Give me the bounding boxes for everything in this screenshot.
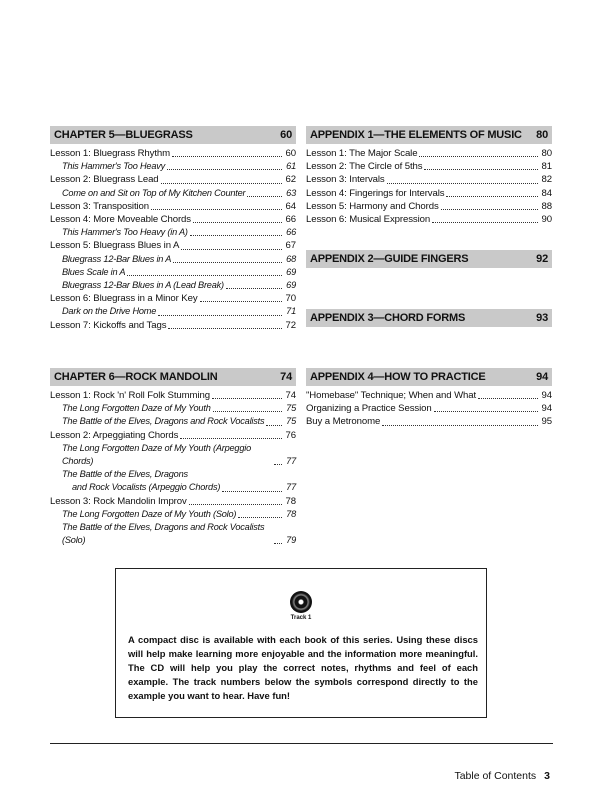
dot-leader <box>200 301 282 302</box>
entry-label: Organizing a Practice Session <box>306 403 432 415</box>
toc-entry[interactable] <box>50 187 296 200</box>
entry-label: The Battle of the Elves, Dragons <box>62 469 188 480</box>
footer-label: Table of Contents <box>454 770 537 782</box>
appendix-2-section <box>306 250 552 271</box>
entry-label: Buy a Metronome <box>306 416 381 428</box>
toc-entry[interactable] <box>306 187 552 200</box>
entry-label: The Battle of the Elves, Dragons and Rock Vocalists <box>62 416 265 427</box>
toc-entry[interactable] <box>50 521 296 547</box>
toc-entry[interactable] <box>50 402 296 415</box>
section-title: CHAPTER 6—ROCK MANDOLIN <box>54 371 218 383</box>
entry-page: 84 <box>541 187 552 199</box>
footer-rule <box>50 743 553 744</box>
entry-page: 71 <box>286 306 296 317</box>
toc-entry[interactable] <box>50 253 296 266</box>
dot-leader <box>226 288 282 289</box>
dot-leader <box>441 209 538 210</box>
entry-label: Lesson 3: Rock Mandolin Improv <box>50 495 187 507</box>
entry-label: Lesson 3: Transposition <box>50 200 150 212</box>
dot-leader <box>382 425 538 426</box>
dot-leader <box>172 156 282 157</box>
entry-label: The Long Forgotten Daze of My Youth (Arpeggio Chords) <box>62 442 251 467</box>
toc-entry[interactable] <box>50 305 296 318</box>
entry-page: 70 <box>285 293 296 305</box>
dot-leader <box>387 183 538 184</box>
entry-page: 66 <box>286 227 296 238</box>
dot-leader <box>158 315 282 316</box>
toc-entry[interactable] <box>50 495 296 508</box>
entry-page: 81 <box>541 161 552 173</box>
chapter-6-section <box>50 368 296 547</box>
page-footer <box>454 770 550 782</box>
entry-label: Lesson 2: Arpeggiating Chords <box>50 429 179 441</box>
entry-page: 78 <box>285 495 296 507</box>
dot-leader <box>180 438 282 439</box>
toc-entry[interactable] <box>306 402 552 415</box>
track-label: Track 1 <box>290 615 312 621</box>
entry-page: 74 <box>285 390 296 401</box>
entry-label: Blues Scale in A <box>62 266 126 277</box>
entry-page: 64 <box>285 200 296 212</box>
entry-page: 94 <box>541 403 552 415</box>
entry-label: Lesson 2: Bluegrass Lead <box>50 174 159 186</box>
entry-page: 75 <box>286 416 296 427</box>
toc-entry[interactable] <box>50 508 296 521</box>
toc-entry[interactable] <box>50 319 296 332</box>
section-page: 60 <box>280 129 292 141</box>
dot-leader <box>432 222 538 223</box>
dot-leader <box>247 196 282 197</box>
entry-label: Bluegrass 12-Bar Blues in A (Lead Break) <box>62 280 224 291</box>
entry-label: This Hammer's Too Heavy <box>62 161 166 172</box>
section-header <box>306 309 552 327</box>
dot-leader <box>173 262 282 263</box>
entry-label: and Rock Vocalists (Arpeggio Chords) <box>72 482 221 493</box>
entry-label: Lesson 1: The Major Scale <box>306 148 418 159</box>
toc-entry[interactable] <box>50 239 296 252</box>
section-page: 80 <box>536 129 548 141</box>
toc-entry[interactable] <box>50 147 296 160</box>
toc-entry[interactable] <box>306 173 552 186</box>
dot-leader <box>419 156 538 157</box>
section-header <box>306 250 552 268</box>
chapter-5-section <box>50 126 296 332</box>
entry-page: 69 <box>286 280 296 291</box>
toc-entry[interactable] <box>50 429 296 442</box>
entry-label: The Long Forgotten Daze of My Youth (Solo) <box>62 508 237 519</box>
toc-entry[interactable] <box>50 442 296 468</box>
entry-page: 94 <box>541 390 552 401</box>
dot-leader <box>434 411 538 412</box>
entry-page: 79 <box>286 535 296 546</box>
entry-page: 62 <box>285 174 296 186</box>
section-header <box>306 368 552 386</box>
cd-icon <box>290 591 312 613</box>
entry-page: 61 <box>286 161 296 172</box>
dot-leader <box>167 169 282 170</box>
dot-leader <box>274 464 282 465</box>
entry-label: This Hammer's Too Heavy (in A) <box>62 227 188 238</box>
entry-page: 95 <box>541 416 552 428</box>
section-page: 94 <box>536 371 548 383</box>
section-header <box>50 126 296 144</box>
entry-page: 90 <box>541 214 552 226</box>
dot-leader <box>193 222 282 223</box>
entry-page: 78 <box>286 508 296 519</box>
entry-label: Lesson 2: The Circle of 5ths <box>306 161 423 173</box>
toc-entry[interactable] <box>50 292 296 305</box>
toc-entry[interactable] <box>306 389 552 402</box>
dot-leader <box>238 517 282 518</box>
section-title: APPENDIX 2—GUIDE FINGERS <box>310 253 469 265</box>
dot-leader <box>274 543 282 544</box>
toc-entry[interactable] <box>306 200 552 213</box>
dot-leader <box>213 411 282 412</box>
section-header <box>50 368 296 386</box>
entry-page: 76 <box>285 429 296 441</box>
toc-entry[interactable] <box>50 389 296 402</box>
dot-leader <box>212 398 282 399</box>
toc-entry[interactable] <box>50 200 296 213</box>
entry-label: Lesson 1: Bluegrass Rhythm <box>50 148 171 159</box>
toc-entry[interactable] <box>306 415 552 428</box>
entry-label: The Battle of the Elves, Dragons and Rock Vocalists (Solo) <box>62 522 265 546</box>
section-header <box>306 126 552 144</box>
toc-entry[interactable] <box>50 266 296 279</box>
entry-page: 75 <box>286 403 296 414</box>
toc-entry[interactable] <box>50 173 296 186</box>
entry-label: Dark on the Drive Home <box>62 306 157 317</box>
appendix-1-section <box>306 126 552 226</box>
entry-label: Bluegrass 12-Bar Blues in A <box>62 253 172 264</box>
entry-label: "Homebase" Technique; When and What <box>306 390 477 401</box>
cd-message: A compact disc is available with each book of this series. Using these discs will help make learning more enjoyable and the information more meaningful. The CD will help you play the correct notes, rhythms and feel of each example. The track numbers below the symbols correspond directly to the example you want to hear. Have fun! <box>128 634 478 701</box>
entry-label: Lesson 5: Bluegrass Blues in A <box>50 240 180 252</box>
entry-label: The Long Forgotten Daze of My Youth <box>62 403 211 414</box>
entry-label: Come on and Sit on Top of My Kitchen Counter <box>62 187 246 198</box>
entry-page: 69 <box>286 266 296 277</box>
cd-info-box <box>115 568 487 718</box>
entry-page: 66 <box>285 214 296 226</box>
entry-label: Lesson 4: Fingerings for Intervals <box>306 187 445 199</box>
dot-leader <box>446 196 538 197</box>
section-title: APPENDIX 1—THE ELEMENTS OF MUSIC <box>310 129 522 141</box>
toc-entry[interactable] <box>306 213 552 226</box>
section-title: APPENDIX 3—CHORD FORMS <box>310 312 466 324</box>
dot-leader <box>127 275 282 276</box>
dot-leader <box>181 249 282 250</box>
entry-page: 82 <box>541 174 552 186</box>
toc-entry[interactable] <box>50 160 296 173</box>
entry-label: Lesson 1: Rock 'n' Roll Folk Stumming <box>50 390 210 401</box>
entry-page: 60 <box>285 148 296 159</box>
entry-page: 80 <box>541 148 552 159</box>
toc-entry[interactable] <box>50 468 296 481</box>
entry-page: 68 <box>286 253 296 264</box>
toc-entry[interactable] <box>50 481 296 494</box>
section-title: APPENDIX 4—HOW TO PRACTICE <box>310 371 486 383</box>
entry-label: Lesson 7: Kickoffs and Tags <box>50 319 167 331</box>
entry-page: 72 <box>285 319 296 331</box>
toc-entry[interactable] <box>50 415 296 428</box>
dot-leader <box>266 425 282 426</box>
entry-page: 67 <box>285 240 296 252</box>
toc-entry[interactable] <box>50 213 296 226</box>
dot-leader <box>168 328 282 329</box>
entry-label: Lesson 5: Harmony and Chords <box>306 200 439 212</box>
dot-leader <box>478 398 538 399</box>
section-page: 93 <box>536 312 548 324</box>
section-title: CHAPTER 5—BLUEGRASS <box>54 129 193 141</box>
section-page: 74 <box>280 371 292 383</box>
appendix-3-section <box>306 309 552 330</box>
dot-leader <box>424 169 538 170</box>
entry-label: Lesson 3: Intervals <box>306 174 385 186</box>
toc-entry[interactable] <box>306 147 552 160</box>
dot-leader <box>161 183 282 184</box>
section-page: 92 <box>536 253 548 265</box>
toc-entry[interactable] <box>306 160 552 173</box>
dot-leader <box>190 235 282 236</box>
entry-page: 77 <box>286 456 296 467</box>
appendix-4-section <box>306 368 552 429</box>
toc-entry[interactable] <box>50 279 296 292</box>
page-number: 3 <box>544 770 550 782</box>
dot-leader <box>222 491 282 492</box>
entry-page: 77 <box>286 482 296 493</box>
entry-page: 88 <box>541 200 552 212</box>
entry-page: 63 <box>286 187 296 198</box>
dot-leader <box>189 504 282 505</box>
dot-leader <box>151 209 282 210</box>
entry-label: Lesson 4: More Moveable Chords <box>50 214 191 226</box>
toc-entry[interactable] <box>50 226 296 239</box>
entry-label: Lesson 6: Musical Expression <box>306 214 431 226</box>
entry-label: Lesson 6: Bluegrass in a Minor Key <box>50 293 198 305</box>
